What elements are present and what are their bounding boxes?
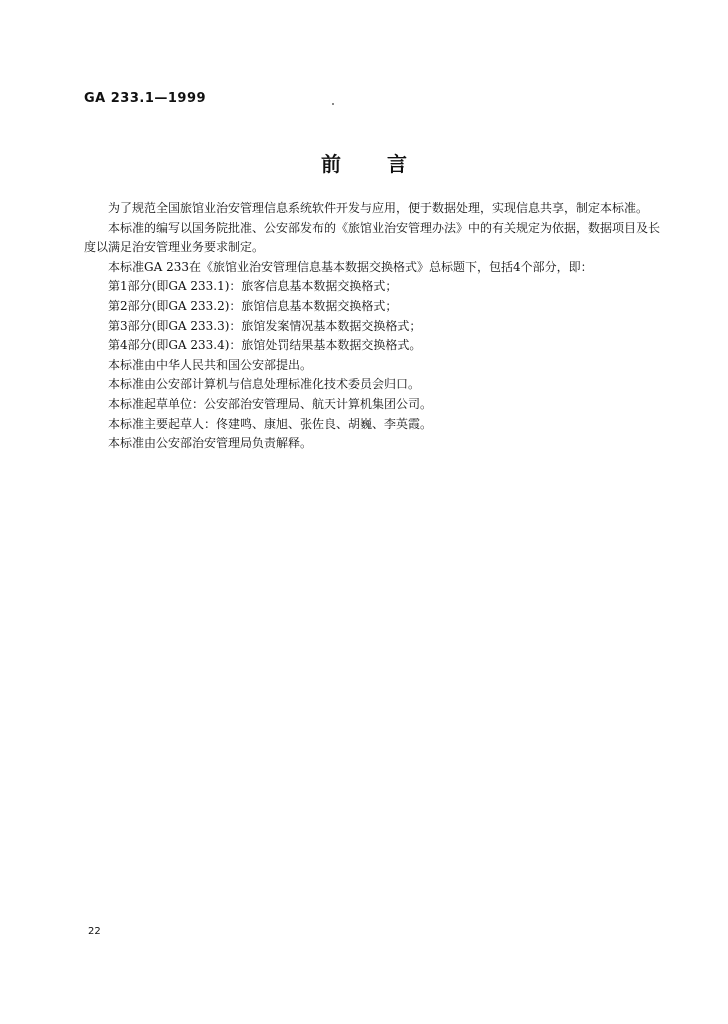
paragraph-drafters: 本标准主要起草人：佟建鸣、康旭、张佐良、胡巍、李英霞。: [108, 416, 433, 431]
paragraph-part-4: 第4部分(即GA 233.4)：旅馆处罚结果基本数据交换格式。: [108, 338, 422, 353]
paragraph-purpose: 为了规范全国旅馆业治安管理信息系统软件开发与应用，便于数据处理，实现信息共享，制定本标准。: [108, 201, 649, 215]
paragraph-part-3: 第3部分(即GA 233.3)：旅馆发案情况基本数据交换格式；: [108, 318, 422, 333]
scan-speck: [332, 103, 334, 105]
paragraph-proposer: 本标准由中华人民共和国公安部提出。: [108, 357, 313, 372]
paragraph-part-2: 第2部分(即GA 233.2)：旅馆信息基本数据交换格式；: [108, 298, 398, 313]
paragraph-basis: 本标准的编写以国务院批准、公安部发布的《旅馆业治安管理办法》中的有关规定为依据，数据项目及长度以满足治安管理业务要求制定。: [84, 220, 661, 255]
paragraph-interpretation: 本标准由公安部治安管理局负责解释。: [108, 436, 313, 451]
paragraph-parts-intro: 本标准GA 233在《旅馆业治安管理信息基本数据交换格式》总标题下，包括4个部分，即：: [108, 259, 593, 274]
preface-body: [84, 199, 660, 454]
paragraph-part-1: 第1部分(即GA 233.1)：旅客信息基本数据交换格式；: [108, 279, 398, 294]
title-char-2: 言: [387, 152, 407, 176]
preface-title: [0, 148, 728, 177]
paragraph-drafting-units: 本标准起草单位：公安部治安管理局、航天计算机集团公司。: [108, 396, 433, 411]
standard-code-header: GA 233.1—1999: [84, 91, 207, 106]
page-number: 22: [88, 926, 101, 937]
paragraph-technical-committee: 本标准由公安部计算机与信息处理标准化技术委员会归口。: [108, 377, 421, 392]
title-char-1: 前: [321, 152, 341, 176]
